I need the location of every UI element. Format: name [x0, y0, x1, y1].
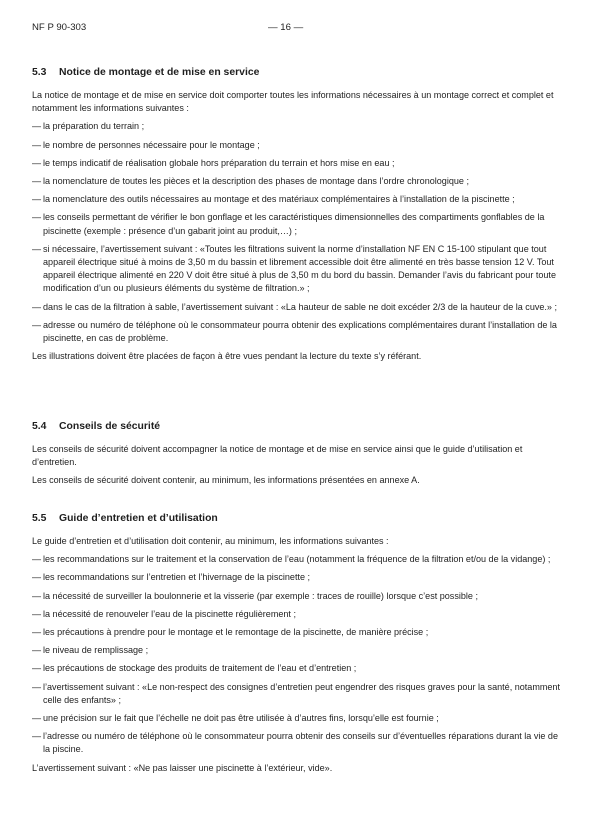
list-item: — la nomenclature de toutes les pièces et la description des phases de montage dans l’ordre chronologique ; — [32, 175, 564, 188]
list-item: — si nécessaire, l’avertissement suivant : «Toutes les filtrations suivent la norme d’installation NF EN C 15-100 stipulant que tout appareil électrique situé à moins de 3,50 m du bassin et librement accessible doit être alimenté en très basse tension 12 V. Tout appareil électrique alimenté en 220 V doit être situé à plus de 3,50 m du bord du bassin. Demander l’avis du fabricant pour toute modification d’un ou plusieurs éléments du système de filtration.» ; — [32, 243, 556, 294]
list-item: — l’adresse ou numéro de téléphone où le consommateur pourra obtenir des conseils sur d’éventuelles réparations durant la vie de la piscine. — [32, 731, 558, 755]
list-dash: — — [32, 608, 42, 619]
section-title: Conseils de sécurité — [59, 421, 161, 432]
section-paragraph: Les conseils de sécurité doivent accompagner la notice de montage et de mise en service ainsi que le guide d’utilisation et d’entretien. — [32, 444, 523, 468]
list-item: — la préparation du terrain ; — [32, 120, 564, 133]
list-dash: — — [32, 713, 42, 724]
section-number: 5.4 — [32, 421, 47, 432]
list-dash: — — [32, 212, 42, 223]
list-dash: — — [32, 681, 42, 692]
section-paragraph: Les conseils de sécurité doivent contenir, au minimum, les informations présentées en annexe A. — [32, 475, 420, 486]
list-item: — la nécessité de renouveler l’eau de la piscinette régulièrement ; — [32, 608, 564, 621]
list-item: — les précautions à prendre pour le montage et le remontage de la piscinette, de manière précise ; — [32, 626, 564, 639]
list-item: — les précautions de stockage des produits de traitement de l’eau et d’entretien ; — [32, 662, 564, 675]
list-dash: — — [32, 554, 42, 565]
section-5-3 — [32, 66, 564, 368]
section-5-4 — [32, 420, 564, 493]
list-dash: — — [32, 663, 42, 674]
page-number: — 16 — — [268, 22, 304, 33]
list-dash: — — [32, 572, 42, 583]
list-item: — dans le cas de la filtration à sable, l’avertissement suivant : «La hauteur de sable ne doit excéder 2/3 de la hauteur de la cuve.» ; — [32, 301, 564, 314]
list-dash: — — [32, 121, 42, 132]
list-dash: — — [32, 194, 42, 205]
list-item: — le nombre de personnes nécessaire pour le montage ; — [32, 139, 564, 152]
list-dash: — — [32, 243, 42, 254]
section-closing: L’avertissement suivant : «Ne pas laisser une piscinette à l’extérieur, vide». — [32, 762, 333, 773]
list-item: — le temps indicatif de réalisation globale hors préparation du terrain et hors mise en eau ; — [32, 157, 564, 170]
list-dash: — — [32, 319, 42, 330]
list-item: — la nécessité de surveiller la boulonnerie et la visserie (par exemple : traces de rouille) lorsque c’est possible ; — [32, 590, 564, 603]
requirements-list — [32, 553, 564, 756]
section-intro: Le guide d’entretien et d’utilisation doit contenir, au minimum, les informations suivantes : — [32, 536, 389, 546]
list-dash: — — [32, 645, 42, 656]
list-item: — les conseils permettant de vérifier le bon gonflage et les caractéristiques dimensionnelles des compartiments gonflables de la piscinette (exemple : présence d’un gabarit joint au produit,…) ; — [32, 212, 545, 236]
list-dash: — — [32, 157, 42, 168]
section-title: Guide d’entretien et d’utilisation — [59, 513, 218, 524]
list-item: — les recommandations sur le traitement et la conservation de l’eau (notamment la fréquence de la filtration et/ou de la vidange) ; — [32, 553, 564, 566]
section-number: 5.3 — [32, 67, 47, 78]
list-item: — l’avertissement suivant : «Le non-respect des consignes d’entretien peut engendrer des risques graves pour la santé, notamment celle des enfants» ; — [32, 681, 560, 705]
section-heading — [32, 420, 564, 433]
document-reference: NF P 90-303 — [32, 22, 87, 33]
list-dash: — — [32, 590, 42, 601]
section-heading — [32, 512, 564, 525]
list-item: — les recommandations sur l’entretien et l’hivernage de la piscinette ; — [32, 571, 564, 584]
list-dash: — — [32, 176, 42, 187]
list-dash: — — [32, 627, 42, 638]
list-item: — le niveau de remplissage ; — [32, 644, 564, 657]
section-closing: Les illustrations doivent être placées de façon à être vues pendant la lecture du texte s’y référant. — [32, 351, 422, 362]
list-item: — adresse ou numéro de téléphone où le consommateur pourra obtenir des explications complémentaires durant l’installation de la piscinette, en cas de problème. — [32, 319, 557, 344]
section-number: 5.5 — [32, 513, 47, 524]
list-dash: — — [32, 731, 42, 742]
section-5-5 — [32, 512, 564, 780]
requirements-list — [32, 120, 564, 345]
list-item: — une précision sur le fait que l’échelle ne doit pas être utilisée à d’autres fins, lorsqu’elle est fournie ; — [32, 712, 564, 725]
list-dash: — — [32, 139, 42, 150]
list-dash: — — [32, 301, 42, 312]
section-title: Notice de montage et de mise en service — [59, 67, 260, 78]
list-item: — la nomenclature des outils nécessaires au montage et des matériaux complémentaires à l’installation de la piscinette ; — [32, 193, 564, 206]
section-heading — [32, 66, 564, 79]
section-intro: La notice de montage et de mise en service doit comporter toutes les informations nécessaires à un montage correct et complet et notamment les informations suivantes : — [32, 90, 554, 114]
